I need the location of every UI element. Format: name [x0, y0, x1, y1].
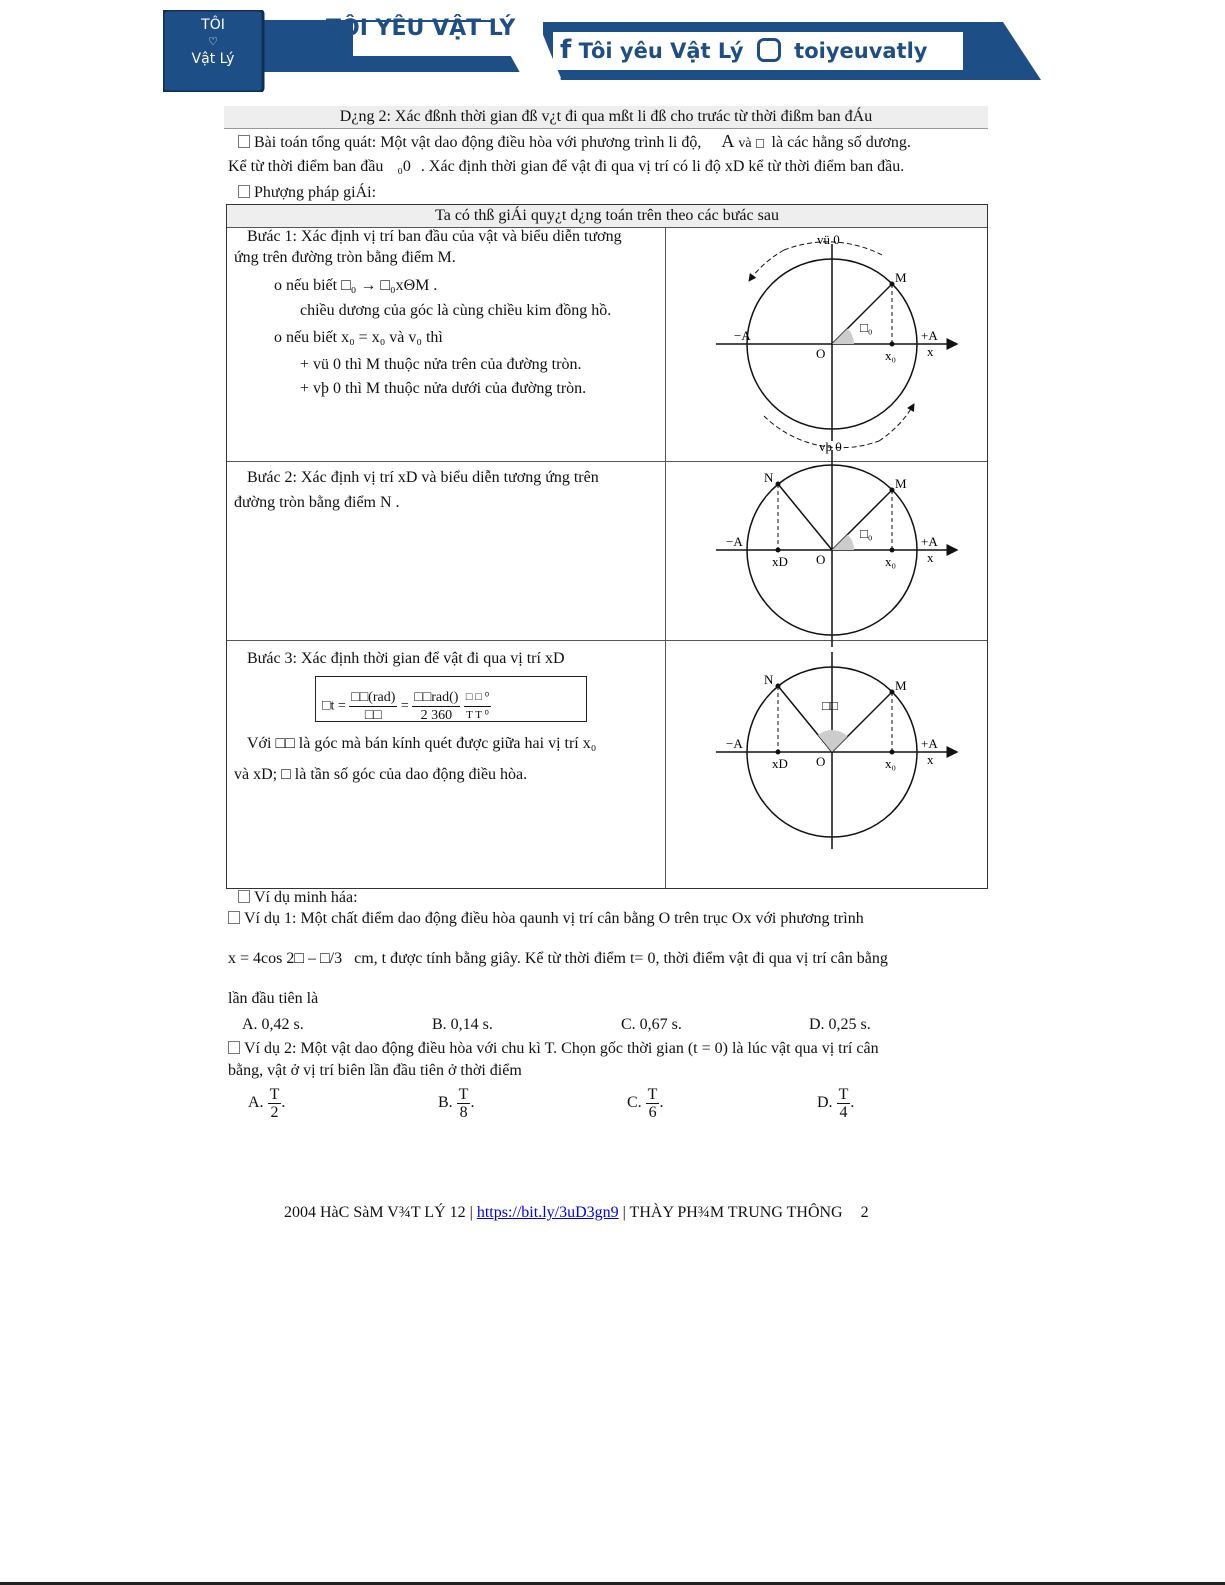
option-b[interactable]: B. $\frac{T}{8}$ . [438, 1086, 475, 1121]
example-1-text: Ví dụ 1: Một chất điểm dao động điều hòa qaunh vị trí cân bằng O trên trục Ox với phương trình [228, 910, 864, 928]
option-c[interactable]: C. 0,67 s. [621, 1016, 682, 1033]
svg-text:O: O [816, 346, 826, 361]
diagram-target-position [716, 450, 957, 647]
social-links [560, 35, 928, 65]
svg-text:M: M [895, 678, 907, 693]
text-line: Với □□ là góc mà bán kính quét được giữa hai vị trí x₀ [247, 735, 597, 752]
svg-text:+A: +A [921, 736, 938, 751]
svg-text:+A: +A [921, 534, 938, 549]
example-2-text-end: bằng, vật ở vị trí biên lần đầu tiên ở thời điểm [228, 1062, 522, 1079]
footer-title: 2004 HàC SàM V¾T LÝ 12 | [284, 1204, 473, 1221]
bullet-icon [228, 911, 240, 924]
example-1-equation: x = 4cos 2□ ‒ □/3 cm, t được tính bằng giây. Kể từ thời điểm t= 0, thời điểm vật đi qua vị trí cân bằng [228, 950, 888, 967]
section-title: D¿ng 2: Xác đßnh thời gian đß v¿t đi qua mßt li đß cho trưác từ thời đißm ban đÁu [224, 106, 988, 129]
text-line: Bưác 3: Xác định thời gian để vật đi qua vị trí xD [247, 650, 565, 667]
bullet-icon [228, 1041, 240, 1054]
logo-line: TÔI [201, 17, 225, 33]
svg-text:x: x [927, 752, 934, 767]
example-1-text-end: lần đầu tiên là [228, 990, 319, 1007]
page-footer [284, 1204, 869, 1222]
text-line: o nếu biết □₀ → □₀xΘM . [274, 277, 438, 294]
option-d[interactable]: D. 0,25 s. [809, 1016, 871, 1033]
facebook-icon: f [560, 35, 572, 65]
svg-text:□₀: □₀ [860, 320, 873, 335]
time-formula: □t = $\frac{\text{□□(rad)}}{□□}$ = $\frac{\text{□□rad()}}{2 360}$ $\frac{\text{□ □ ⁰}}{\text{T T ⁰}}$ [315, 676, 587, 722]
option-d[interactable]: D. $\frac{T}{4}$ . [817, 1086, 855, 1121]
bullet-icon [238, 890, 250, 903]
logo-line: Vật Lý [191, 51, 235, 67]
svg-text:M: M [895, 476, 907, 491]
facebook-name: Tôi yêu Vật Lý [578, 39, 744, 63]
text-line: Bưác 1: Xác định vị trí ban đầu của vật và biểu diễn tương [247, 228, 622, 245]
text-line: và xD; □ là tần số góc của dao động điều hòa. [234, 766, 528, 783]
svg-text:−A: −A [734, 328, 751, 343]
page-number: 2 [860, 1204, 869, 1221]
svg-text:−A: −A [726, 736, 743, 751]
option-c[interactable]: C. $\frac{T}{6}$ . [627, 1086, 664, 1121]
svg-text:−A: −A [726, 534, 743, 549]
brand-title: TÔI YÊU VẬT LÝ [326, 16, 516, 41]
method-heading: Phượng pháp giÁi: [238, 184, 376, 202]
footer-author: | THÀY PH¾M TRUNG THÔNG [622, 1204, 843, 1221]
svg-text:x₀: x₀ [885, 756, 897, 771]
text-line: chiều dương của góc là cùng chiều kim đồng hồ. [300, 302, 612, 319]
svg-text:M: M [895, 270, 907, 285]
text-line: + vü 0 thì M thuộc nửa trên của đường tròn. [300, 356, 582, 373]
table-header: Ta có thß giÁi quy¿t d¿ng toán trên theo các bưác sau [227, 205, 987, 227]
diagram-initial-position [716, 232, 957, 454]
bullet-icon [238, 135, 250, 148]
svg-text:xD: xD [772, 756, 788, 771]
svg-text:O: O [816, 754, 826, 769]
svg-text:x: x [927, 550, 934, 565]
text-line: ứng trên đường tròn bằng điểm M. [234, 249, 456, 266]
text-line: đường tròn bằng điểm N . [234, 494, 400, 511]
svg-text:x₀: x₀ [885, 554, 897, 569]
option-a[interactable]: A. $\frac{T}{2}$ . [248, 1086, 286, 1121]
option-b[interactable]: B. 0,14 s. [432, 1016, 493, 1033]
svg-text:x₀: x₀ [885, 348, 897, 363]
instagram-icon [757, 38, 781, 62]
svg-text:xD: xD [772, 554, 788, 569]
intro-line-1: Bài toán tổng quát: Một vật dao động điều hòa với phương trình li độ, A và là các hằng số dương. [238, 131, 911, 152]
option-a[interactable]: A. 0,42 s. [242, 1016, 304, 1033]
svg-text:vþ 0: vþ 0 [819, 439, 842, 454]
text-line: Bưác 2: Xác định vị trí xD và biểu diễn tương ứng trên [247, 469, 599, 486]
diagram-swept-angle [716, 652, 957, 849]
svg-text:□□: □□ [822, 698, 838, 713]
svg-text:+A: +A [921, 328, 938, 343]
svg-text:N: N [764, 470, 774, 485]
example-2-text: Ví dụ 2: Một vật dao động điều hòa với chu kì T. Chọn gốc thời gian (t = 0) là lúc vật qua vị trí cân [228, 1040, 879, 1058]
logo [163, 14, 263, 70]
text-line: + vþ 0 thì M thuộc nửa dưới của đường tròn. [300, 380, 587, 397]
svg-text:O: O [816, 552, 826, 567]
svg-text:N: N [764, 672, 774, 687]
svg-text:x: x [927, 344, 934, 359]
intro-line-2: Kể từ thời điểm ban đầu ₀0 . Xác định thời gian để vật đi qua vị trí có li độ xD kể từ thời điểm ban đầu. [228, 158, 905, 175]
circle-diagrams [664, 226, 986, 887]
instagram-handle: toiyeuvatly [794, 39, 928, 63]
heart-icon: ♡ [208, 35, 218, 48]
bullet-icon [238, 185, 250, 198]
text-line: o nếu biết x₀ = x₀ và v₀ thì [274, 329, 443, 346]
svg-text:vü 0: vü 0 [817, 232, 840, 247]
footer-link[interactable]: https://bit.ly/3uD3gn9 [476, 1204, 619, 1221]
examples-heading: Ví dụ minh háa: [238, 889, 358, 907]
svg-text:□₀: □₀ [860, 526, 873, 541]
